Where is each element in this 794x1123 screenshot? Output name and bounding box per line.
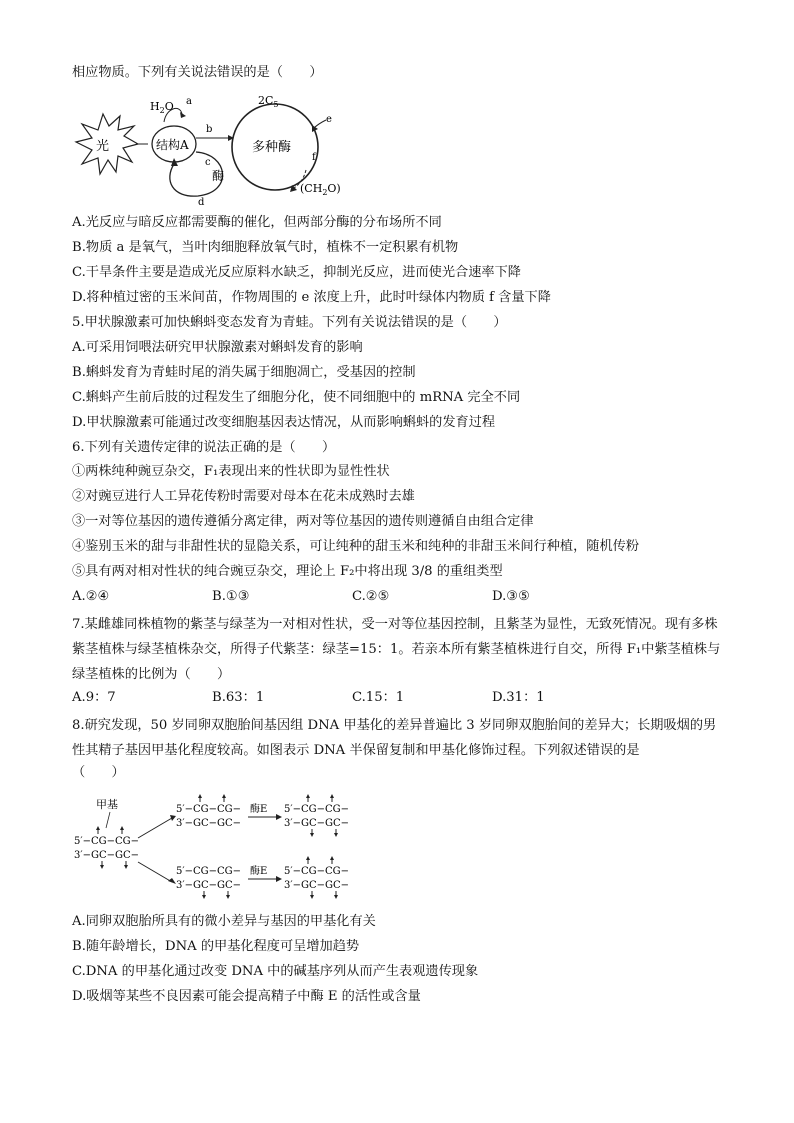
q6-option-d: D.③⑤	[492, 589, 530, 604]
h2o-label: $H_2O$	[150, 100, 174, 115]
sun-label: 光	[96, 139, 110, 154]
lower-daughter-bottom: 3′−GC−GC−	[176, 880, 242, 891]
q6-item-4: ④鉴别玉米的甜与非甜性状的显隐关系，可让纯种的甜玉米和纯种的非甜玉米间行种植，随机传粉	[72, 539, 640, 554]
q6-option-a: A.②④	[72, 589, 110, 604]
q7-option-b: B.63：1	[212, 690, 265, 705]
q7-option-d: D.31：1	[492, 690, 545, 705]
q4-option-d: D.将种植过密的玉米间苗，作物周围的 e 浓度上升，此时叶绿体内物质 f 含量下降	[72, 290, 551, 305]
q5-stem: 5.甲状腺激素可加快蝌蚪变态发育为青蛙。下列有关说法错误的是（ ）	[72, 315, 507, 330]
ch2o-label: $(CH_2O)$	[300, 182, 341, 197]
photosynthesis-diagram	[68, 92, 368, 210]
q6-item-2: ②对豌豆进行人工异花传粉时需要对母本在花未成熟时去雄	[72, 489, 415, 504]
q8-option-a: A.同卵双胞胎所具有的微小差异与基因的甲基化有关	[72, 914, 376, 929]
upper-daughter-bottom: 3′−GC−GC−	[176, 818, 242, 829]
parent-bottom-strand: 3′−GC−GC−	[74, 850, 140, 861]
c-label: c	[205, 157, 211, 168]
lower-product-top: 5′−CG−CG−	[284, 866, 350, 877]
q7-stem: 7.某雌雄同株植物的紫茎与绿茎为一对相对性状，受一对等位基因控制，且紫茎为显性，无致死情况。现有多株紫茎植株与绿茎植株杂交，所得子代紫茎：绿茎=15：1。若亲本所有紫茎植株进行自交，所得 F₁中紫茎植株与绿茎植株的比例为（ ）	[72, 617, 721, 682]
q4-option-c: C.干旱条件主要是造成光反应原料水缺乏，抑制光反应，进而使光合速率下降	[72, 265, 521, 280]
q8-option-d: D.吸烟等某些不良因素可能会提高精子中酶 E 的活性或含量	[72, 989, 421, 1004]
q8-stem: 8.研究发现，50 岁同卵双胞胎间基因组 DNA 甲基化的差异普遍比 3 岁同卵双胞胎间的差异大；长期吸烟的男性其精子基因甲基化程度较高。如图表示 DNA 半保留复制和甲基化修饰过程。下列叙述错误的是	[72, 718, 717, 758]
q6-option-c: C.②⑤	[352, 589, 390, 604]
lower-enzyme-label: 酶E	[250, 866, 268, 877]
q6-option-b: B.①③	[212, 589, 250, 604]
q5-option-a: A.可采用饲喂法研究甲状腺激素对蝌蚪发育的影响	[72, 340, 363, 355]
q6-item-3: ③一对等位基因的遗传遵循分离定律，两对等位基因的遗传则遵循自由组合定律	[72, 514, 534, 529]
q4-stem-tail: 相应物质。下列有关说法错误的是（ ）	[72, 65, 323, 80]
q8-option-c: C.DNA 的甲基化通过改变 DNA 中的碱基序列从而产生表观遗传现象	[72, 964, 479, 979]
dna-methylation-diagram	[72, 790, 362, 902]
q7-option-a: A.9：7	[72, 690, 116, 705]
parent-top-strand: 5′−CG−CG−	[74, 836, 140, 847]
methyl-label: 甲基	[96, 798, 118, 811]
q6-stem: 6.下列有关遗传定律的说法正确的是（ ）	[72, 440, 336, 455]
upper-product-top: 5′−CG−CG−	[284, 804, 350, 815]
upper-product-bottom: 3′−GC−GC−	[284, 818, 350, 829]
b-label: b	[206, 124, 213, 135]
q4-option-a: A.光反应与暗反应都需要酶的催化，但两部分酶的分布场所不同	[72, 215, 442, 230]
upper-daughter-top: 5′−CG−CG−	[176, 804, 242, 815]
enzyme-label: 酶	[212, 169, 225, 183]
d-label: d	[198, 197, 205, 208]
q4-option-b: B.物质 a 是氧气，当叶肉细胞释放氧气时，植株不一定积累有机物	[72, 240, 459, 255]
q6-item-5: ⑤具有两对相对性状的纯合豌豆杂交，理论上 F₂中将出现 3/8 的重组类型	[72, 564, 503, 579]
a-label: a	[186, 96, 192, 107]
two-c5-label: $2C_5$	[258, 94, 279, 109]
lower-product-bottom: 3′−GC−GC−	[284, 880, 350, 891]
q5-option-c: C.蝌蚪产生前后肢的过程发生了细胞分化，使不同细胞中的 mRNA 完全不同	[72, 390, 521, 405]
structure-a-label: 结构A	[156, 138, 189, 152]
q5-option-d: D.甲状腺激素可能通过改变细胞基因表达情况，从而影响蝌蚪的发育过程	[72, 415, 496, 430]
lower-daughter-top: 5′−CG−CG−	[176, 866, 242, 877]
q6-item-1: ①两株纯种豌豆杂交，F₁表现出来的性状即为显性性状	[72, 464, 390, 479]
q7-option-c: C.15：1	[352, 690, 405, 705]
f-label: f	[312, 152, 316, 163]
q5-option-b: B.蝌蚪发育为青蛙时尾的消失属于细胞凋亡，受基因的控制	[72, 365, 416, 380]
e-label: e	[326, 114, 332, 125]
q8-stem-end: （ ）	[72, 765, 125, 780]
many-enzymes-label: 多种酶	[252, 140, 292, 155]
q8-option-b: B.随年龄增长，DNA 的甲基化程度可呈增加趋势	[72, 939, 360, 954]
upper-enzyme-label: 酶E	[250, 804, 268, 815]
